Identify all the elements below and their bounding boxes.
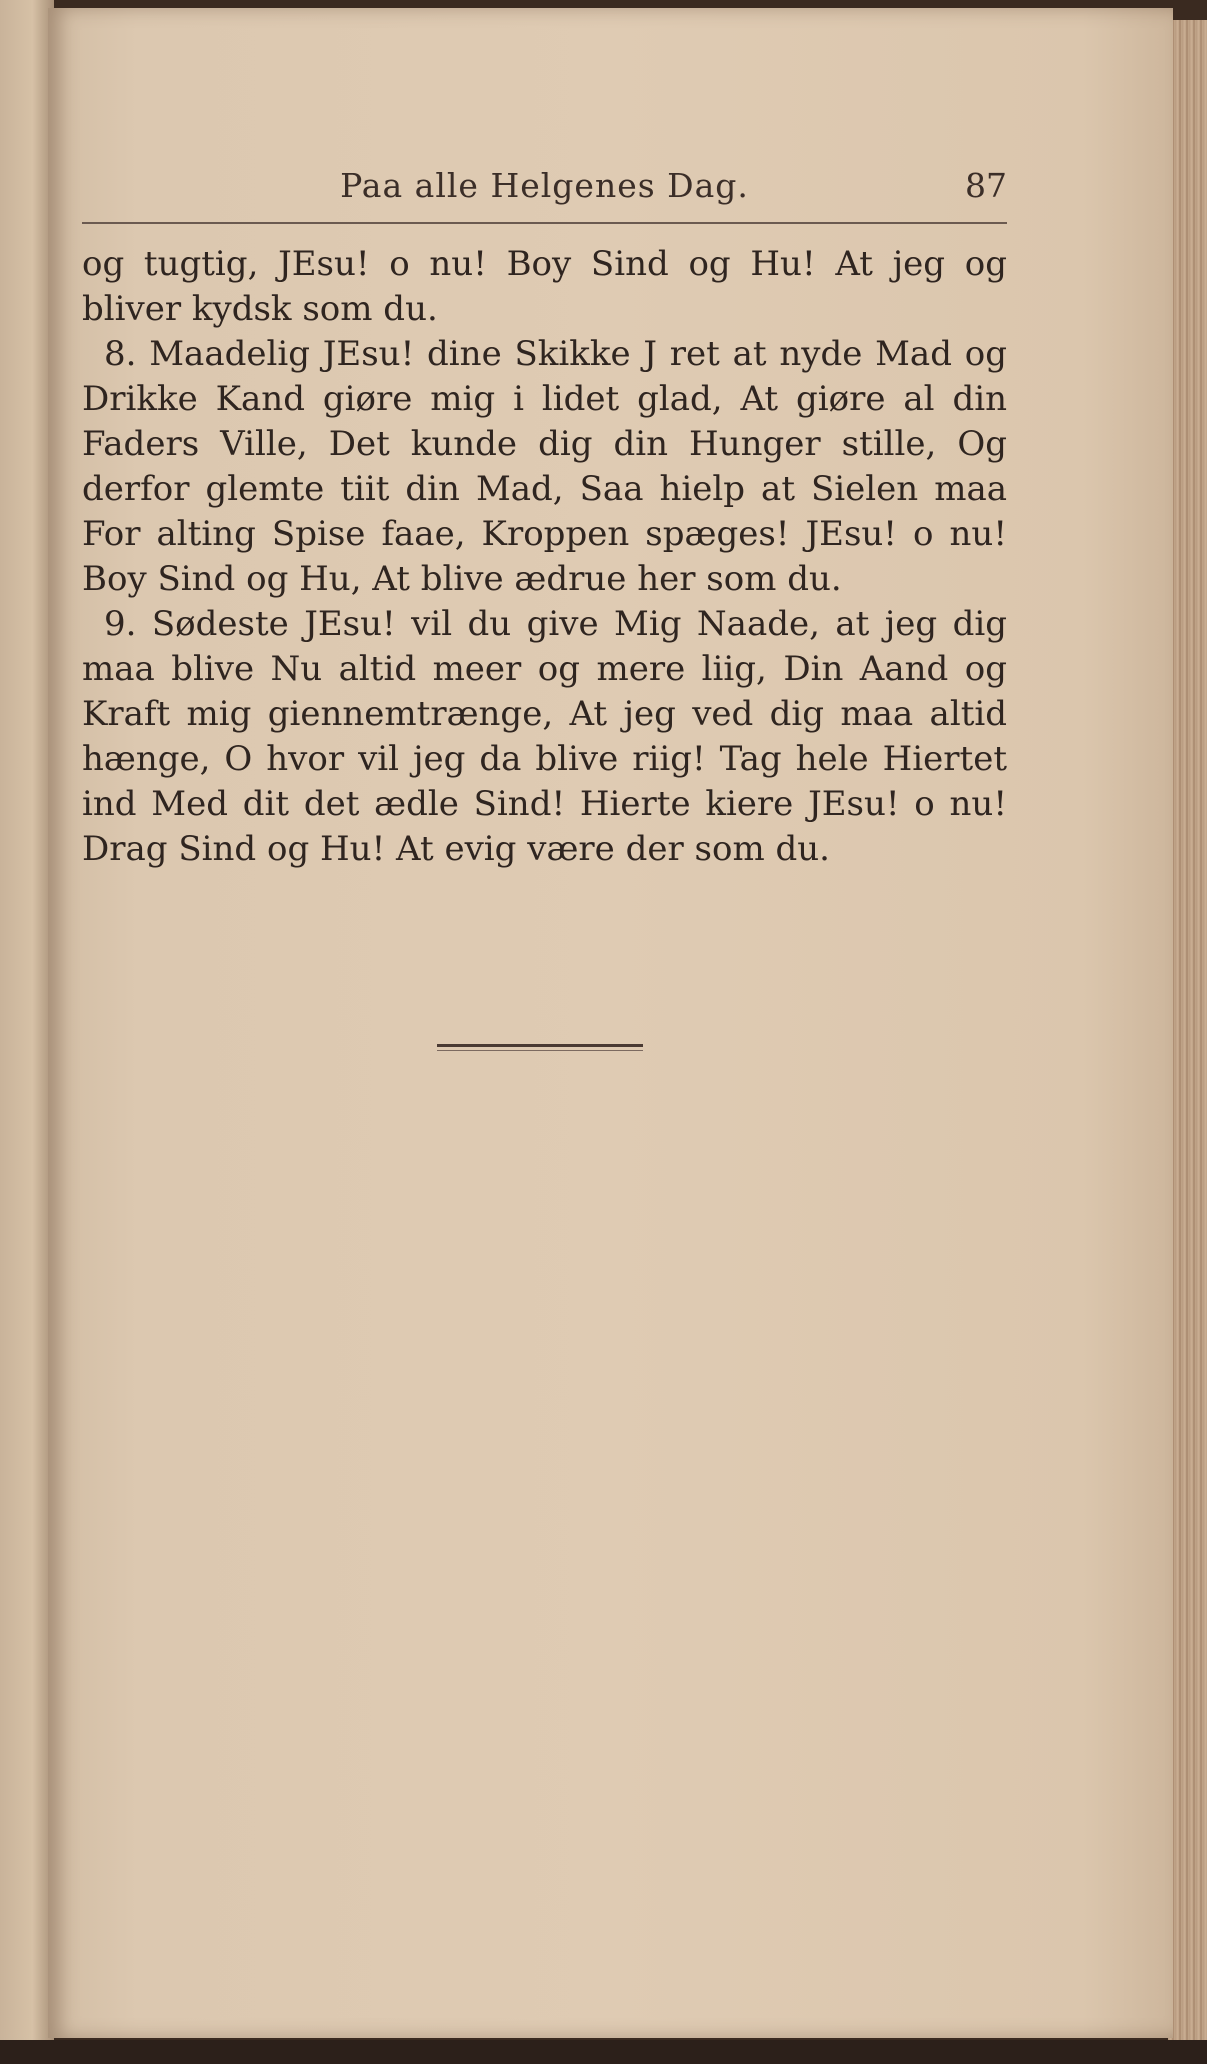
paragraph-continuation: og tugtig, JEsu! o nu! Boy Sind og Hu! At jeg og bliver kydsk som du. <box>82 244 1007 329</box>
paragraph-verse-8: 8. Maadelig JEsu! dine Skikke J ret at nyde Mad og Drikke Kand giøre mig i lidet glad, At giøre al din Faders Ville, Det kunde dig din Hunger stille, Og derfor glemte tiit din Mad, Saa hielp at Sielen maa For alting Spise faae, Kroppen spæges! JEsu! o nu! Boy Sind og Hu, At blive ædrue her som du. <box>82 334 1007 599</box>
end-of-section-rule <box>437 1044 643 1047</box>
left-page-edge <box>0 0 54 2040</box>
header-rule <box>82 222 1007 224</box>
page-number: 87 <box>965 166 1007 205</box>
page-header <box>82 160 1007 210</box>
running-title: Paa alle Helgenes Dag. <box>340 166 749 205</box>
body-text <box>82 242 1007 872</box>
page-stack-edge <box>1168 20 1207 2050</box>
binding-edge <box>0 2040 1207 2064</box>
paragraph-verse-9: 9. Sødeste JEsu! vil du give Mig Naade, at jeg dig maa blive Nu altid meer og mere liig, Din Aand og Kraft mig giennemtrænge, At jeg ved dig maa altid hænge, O hvor vil jeg da blive riig! Tag hele Hiertet ind Med dit det ædle Sind! Hierte kiere JEsu! o nu! Drag Sind og Hu! At evig være der som du. <box>82 604 1007 869</box>
